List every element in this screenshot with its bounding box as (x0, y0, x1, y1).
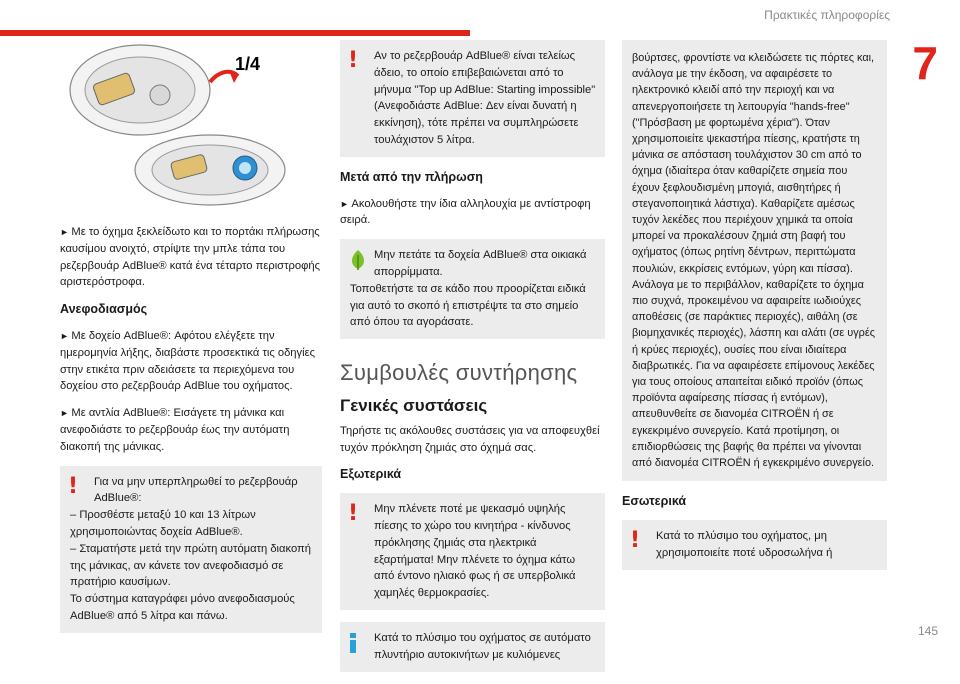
refill-heading: Ανεφοδιασμός (60, 302, 148, 317)
interior-warning-text: Κατά το πλύσιμο του οχήματος, μη χρησιμοποιείτε ποτέ υδροσωλήνα ή (656, 530, 833, 559)
exterior-heading: Εξωτερικά (340, 467, 402, 482)
exterior-care-box (622, 40, 887, 481)
page-header (0, 0, 960, 40)
empty-tank-warning-box (340, 40, 605, 157)
eco-line-2: Τοποθετήστε τα σε κάδο που προορίζεται ειδικά για αυτό το σκοπό ή επιστρέψτε τα στο σημείο από όπου τα αγοράσατε. (350, 282, 586, 329)
after-refill-heading: Μετά από την πλήρωση (340, 169, 483, 184)
warning-icon: ! (348, 501, 359, 527)
column-2 (340, 40, 605, 684)
warning-line-3: – Σταματήστε μετά την πρώτη αυτόματη διακοπή της μάνικας, αν κάνετε τον ανεφοδιασμό σε πρατήριο καυσίμων. (70, 542, 311, 589)
leaf-icon (348, 249, 370, 277)
exterior-care-text: βούρτσες, φροντίστε να κλειδώσετε τις πόρτες και, ανάλογα με την έκδοση, να αφαιρέσετε το ηλεκτρονικό κλειδί από την περιοχή και να απενεργοποιήσετε τη λειτουργία "hands-free" ("Πρόσβαση με φορτωμένα χέρια"). Όταν χρησιμοποιείτε ψεκαστήρα πίεσης, κρατήστε τη μάνικα σε απόσταση τουλάχιστον 30 cm από το όχημα (ιδιαίτερα όταν καθαρίζετε σημεία που έχουν ξεφλουδισμένη μπογιά, αισθητήρες ή στεγανοποιητικά λάστιχα). Καθαρίζετε αμέσως τυχόν λεκέδες που περιέχουν χημικά τα οποία μπορεί να προκαλέσουν ζημιά στη βαφή του οχήματος (όπως ρητίνη δέντρων, περιττώματα πουλιών, εκκρίσεις εντόμων, γύρη και πίσσα). Ανάλογα με το περιβάλλον, καθαρίζετε το όχημα πιο συχνά, προκειμένου να αφαιρείτε ιωδιούχες αποθέσεις (σε παράκτιες περιοχές), αιθάλη (σε βιομηχανικές περιοχές), λάσπη και αλάτι (σε υγρές ή κρύες περιοχές), ουσίες που είναι ιδιαίτερα διαβρωτικές. Για να αφαιρέσετε επίμονους λεκέδες για τους οποίους απαιτείται ειδικό προϊόν (όπως προϊόντα αφαίρεσης πίσσας ή εντόμων), απευθυνθείτε σε διανομέα CITROËN ή σε εγκεκριμένο συνεργείο. Κατά προτίμηση, οι επιδιορθώσεις της βαφής θα πρέπει να γίνονται από διανομέα CITROËN ή εγκεκριμένο συνεργείο. (632, 52, 875, 470)
bottle-instruction: ► Με δοχείο AdBlue®: Αφότου ελέγξετε την ημερομηνία λήξης, διαβάστε προσεκτικά τις οδηγίες στην ετικέτα πριν αδειάσετε τα περιεχόμενα του δοχείου στο ρεζερβουάρ AdBlue του οχήματος. (60, 328, 322, 395)
section-title: Πρακτικές πληροφορίες (764, 8, 890, 22)
fraction-label: 1/4 (235, 54, 261, 74)
pressure-wash-warning-box (340, 493, 605, 610)
pump-instruction: ► Με αντλία AdBlue®: Εισάγετε τη μάνικα και ανεφοδιάστε το ρεζερβουάρ έως την αυτόματη διακοπή της μάνικας. (60, 405, 322, 455)
warning-line-2: – Προσθέστε μεταξύ 10 και 13 λίτρων χρησιμοποιώντας δοχεία AdBlue®. (70, 509, 256, 538)
general-text: Τηρήστε τις ακόλουθες συστάσεις για να αποφευχθεί τυχόν πρόκληση ζημιάς στο όχημά σας. (340, 424, 600, 454)
carwash-info-box (340, 622, 605, 672)
info-icon (348, 632, 370, 660)
interior-warning-box (622, 520, 887, 570)
empty-tank-text: Αν το ρεζερβουάρ AdBlue® είναι τελείως άδειο, το οποίο επιβεβαιώνεται από το μήνυμα "Top up AdBlue: Starting impossible" (Ανεφοδιάστε AdBlue: Δεν είναι δυνατή η εκκίνηση), τότε πρέπει να συμπληρώσετε τουλάχιστον 5 λίτρα. (374, 50, 596, 146)
column-1 (60, 40, 322, 645)
page-number: 145 (917, 624, 938, 638)
warning-icon: ! (348, 48, 359, 73)
chapter-number: 7 (912, 37, 938, 89)
warning-icon: ! (68, 473, 79, 499)
eco-line-1: Μην πετάτε τα δοχεία AdBlue® στα οικιακά απορρίμματα. (374, 249, 587, 278)
eco-disposal-box (340, 239, 605, 339)
overfill-warning-box (60, 466, 322, 633)
warning-line-4: Το σύστημα καταγράφει μόνο ανεφοδιασμούς AdBlue® από 5 λίτρα και πάνω. (70, 593, 295, 622)
after-refill-instruction: ► Ακολουθήστε την ίδια αλληλουχία με αντίστροφη σειρά. (340, 196, 605, 230)
close-cap-instruction: ► Με το όχημα ξεκλείδωτο και το πορτάκι πλήρωσης καυσίμου ανοιχτό, στρίψτε την μπλε τάπα του ρεζερβουάρ AdBlue® κατά ένα τέταρτο περιστροφής αριστερόστροφα. (60, 224, 322, 291)
general-heading: Γενικές συστάσεις (340, 395, 488, 415)
maintenance-title: Συμβουλές συντήρησης (340, 360, 578, 386)
column-3 (622, 40, 887, 582)
adblue-cap-illustration (60, 40, 322, 210)
pressure-wash-text: Μην πλένετε ποτέ με ψεκασμό υψηλής πίεσης το χώρο του κινητήρα - κίνδυνος πρόκλησης ζημιάς στα ηλεκτρικά εξαρτήματα! Μην πλένετε το όχημα κάτω από έντονο ηλιακό φως ή σε υπερβολικά χαμηλές θερμοκρασίες. (374, 503, 576, 600)
header-accent-bar (0, 30, 470, 36)
warning-icon: ! (630, 528, 641, 554)
carwash-info-text: Κατά το πλύσιμο του οχήματος σε αυτόματο πλυντήριο αυτοκινήτων με κυλιόμενες (374, 631, 591, 661)
warning-line-1: Για να μην υπερπληρωθεί το ρεζερβουάρ AdBlue®: (94, 475, 298, 505)
interior-heading: Εσωτερικά (622, 494, 687, 509)
